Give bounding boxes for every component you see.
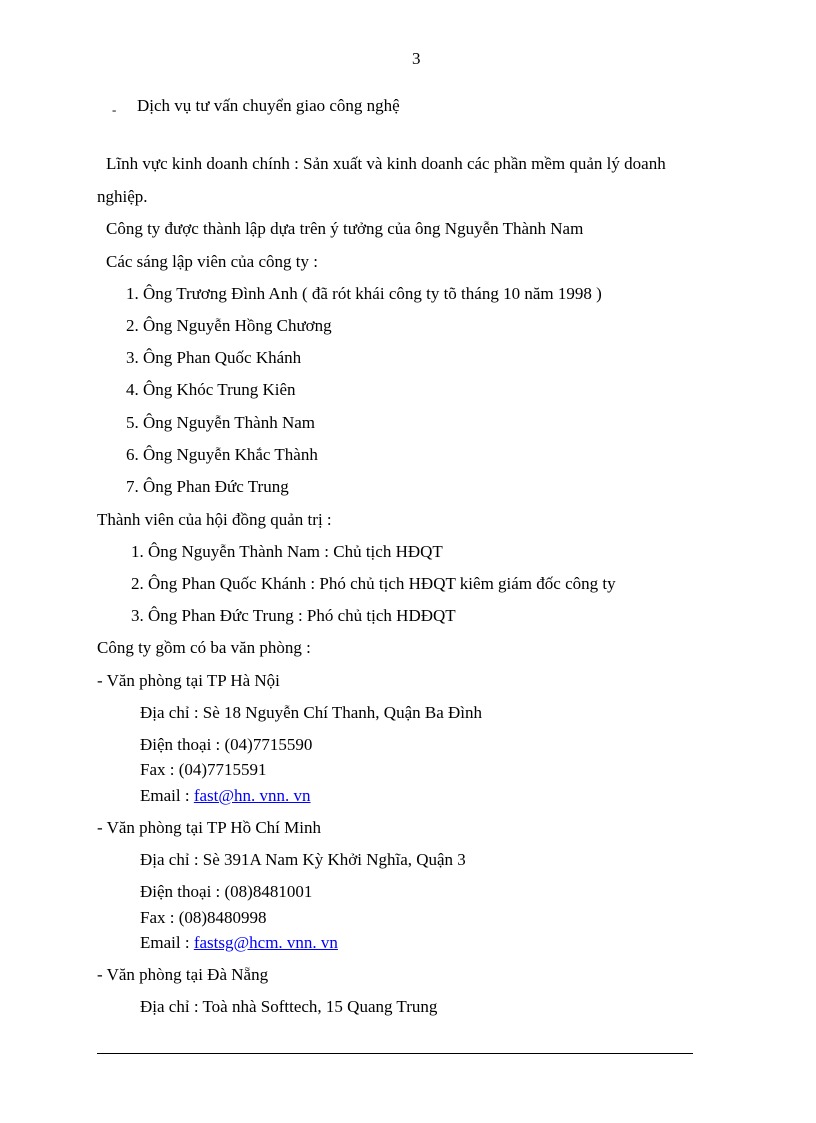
board-item: 1. Ông Nguyễn Thành Nam : Chủ tịch HĐQT	[131, 542, 443, 561]
office-email-link[interactable]: fastsg@hcm. vnn. vn	[193, 933, 338, 952]
office-phone: Điện thoại : (08)8481001	[140, 882, 313, 901]
office-phone: Điện thoại : (04)7715590	[140, 735, 313, 754]
office-title: - Văn phòng tại Đà Nẵng	[97, 965, 269, 984]
office-fax: Fax : (04)7715591	[140, 760, 267, 779]
page-number: 3	[412, 49, 421, 68]
founder-item: 3. Ông Phan Quốc Khánh	[126, 348, 302, 367]
office-title: - Văn phòng tại TP Hà Nội	[97, 671, 280, 690]
board-item: 2. Ông Phan Quốc Khánh : Phó chủ tịch HĐQT kiêm giám đốc công ty	[131, 574, 616, 593]
business-field-line-1: Lĩnh vực kinh doanh chính : Sản xuất và kinh doanh các phần mềm quản lý doanh	[106, 154, 666, 173]
business-field-line-2: nghiệp.	[97, 187, 148, 206]
founder-item: 2. Ông Nguyễn Hồng Chương	[126, 316, 332, 335]
founder-item: 6. Ông Nguyễn Khắc Thành	[126, 445, 318, 464]
offices-heading: Công ty gồm có ba văn phòng :	[97, 638, 311, 657]
founder-item: 4. Ông Khóc Trung Kiên	[126, 380, 296, 399]
founders-heading: Các sáng lập viên của công ty :	[106, 252, 318, 271]
office-fax: Fax : (08)8480998	[140, 908, 267, 927]
footer-rule	[97, 1053, 693, 1054]
office-address: Địa chỉ : Sè 391A Nam Kỳ Khởi Nghĩa, Quận 3	[140, 850, 466, 869]
office-email-label: Email :	[140, 933, 194, 952]
office-title: - Văn phòng tại TP Hồ Chí Minh	[97, 818, 321, 837]
founder-item: 5. Ông Nguyễn Thành Nam	[126, 413, 316, 432]
office-email-row	[140, 786, 311, 806]
service-line: Dịch vụ tư vấn chuyển giao công nghệ	[137, 96, 400, 115]
board-item: 3. Ông Phan Đức Trung : Phó chủ tịch HDĐQT	[131, 606, 456, 625]
founding-idea: Công ty được thành lập dựa trên ý tưởng của ông Nguyễn Thành Nam	[106, 219, 584, 238]
board-heading: Thành viên của hội đồng quản trị :	[97, 510, 332, 529]
office-email-link[interactable]: fast@hn. vnn. vn	[193, 786, 311, 805]
bullet-dash: -	[112, 102, 117, 117]
office-address: Địa chỉ : Toà nhà Softtech, 15 Quang Trung	[140, 997, 438, 1016]
office-address: Địa chỉ : Sè 18 Nguyễn Chí Thanh, Quận Ba Đình	[140, 703, 483, 722]
founder-item: 7. Ông Phan Đức Trung	[126, 477, 289, 496]
founder-item: 1. Ông Trương Đình Anh ( đã rót khái công ty tõ tháng 10 năm 1998 )	[126, 284, 602, 303]
office-email-label: Email :	[140, 786, 194, 805]
office-email-row	[140, 933, 338, 953]
